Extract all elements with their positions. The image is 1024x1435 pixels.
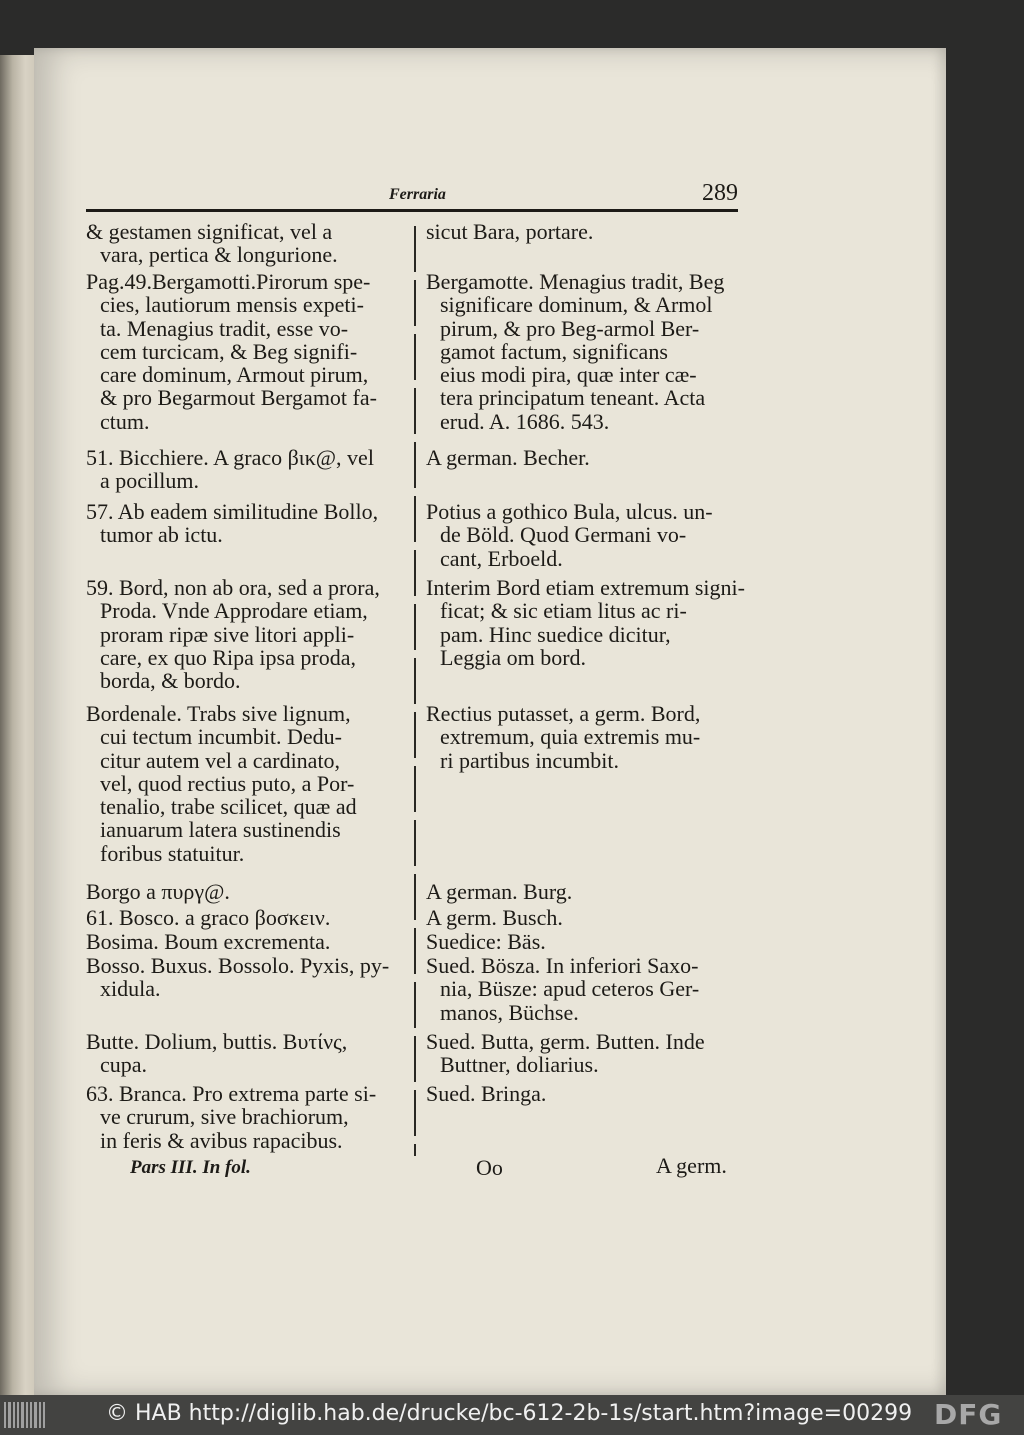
text-line: Proda. Vnde Approdare etiam, xyxy=(100,598,368,624)
text-line: ctum. xyxy=(100,408,150,434)
text-line: Buttner, doliarius. xyxy=(440,1052,599,1078)
text-line: ri partibus incumbit. xyxy=(440,747,620,773)
text-line: 57. Ab eadem similitudine Bollo, xyxy=(86,499,379,524)
text-line: ficat; & sic etiam litus ac ri- xyxy=(440,598,687,624)
text-line: Bosima. Boum excrementa. xyxy=(86,929,331,954)
dfg-logo: DFG xyxy=(934,1398,1003,1431)
text-line: in feris & avibus rapacibus. xyxy=(100,1127,343,1153)
text-line: foribus statuitur. xyxy=(100,840,245,866)
text-line: Borgo a πυργ@. xyxy=(86,879,230,904)
text-line: vara, pertica & longurione. xyxy=(100,242,338,268)
page-number: 289 xyxy=(702,180,738,206)
text-line: citur autem vel a cardinato, xyxy=(100,747,341,773)
text-line: 59. Bord, non ab ora, sed a prora, xyxy=(86,575,380,600)
text-line: cies, lautiorum mensis expeti- xyxy=(100,292,364,318)
signature-label: Pars III. In fol. xyxy=(130,1157,251,1178)
italian-latin-column xyxy=(86,954,416,1001)
text-line: eius modi pira, quæ inter cæ- xyxy=(440,362,697,388)
text-line: Sued. Bringa. xyxy=(426,1081,547,1106)
text-line: a pocillum. xyxy=(100,468,199,494)
italian-latin-column xyxy=(86,446,416,493)
text-line: proram ripæ sive litori appli- xyxy=(100,621,355,647)
page-header xyxy=(34,136,946,226)
text-line: ve crurum, sive brachiorum, xyxy=(100,1104,349,1130)
text-line: borda, & bordo. xyxy=(100,668,241,694)
text-line: cui tectum incumbit. Dedu- xyxy=(100,724,342,750)
germanic-column xyxy=(426,702,756,772)
text-line: Bosso. Buxus. Bossolo. Pyxis, py- xyxy=(86,953,390,978)
text-line: significare dominum, & Armol xyxy=(440,292,713,318)
italian-latin-column xyxy=(86,702,416,865)
italian-latin-column xyxy=(86,880,416,903)
germanic-column xyxy=(426,880,756,903)
text-line: gamot factum, significans xyxy=(440,338,668,364)
italian-latin-column xyxy=(86,270,416,433)
germanic-column xyxy=(426,576,756,669)
italian-latin-column xyxy=(86,930,416,953)
italian-latin-column xyxy=(86,1030,416,1077)
text-line: manos, Büchse. xyxy=(440,999,579,1025)
previous-page-edge xyxy=(0,55,36,1395)
page-footer xyxy=(34,1153,946,1193)
text-line: ta. Menagius tradit, esse vo- xyxy=(100,315,349,341)
text-line: de Böld. Quod Germani vo- xyxy=(440,522,687,548)
text-line: tera principatum teneant. Acta xyxy=(440,385,706,411)
text-line: Bergamotte. Menagius tradit, Beg xyxy=(426,269,725,294)
germanic-column xyxy=(426,500,756,570)
germanic-column xyxy=(426,1030,756,1077)
text-line: Rectius putasset, a germ. Bord, xyxy=(426,701,701,726)
text-line: 63. Branca. Pro extrema parte si- xyxy=(86,1081,377,1106)
barcode-icon xyxy=(4,1402,48,1428)
text-line: cupa. xyxy=(100,1052,148,1078)
germanic-column xyxy=(426,270,756,433)
text-line: care, ex quo Ripa ipsa proda, xyxy=(100,644,356,670)
text-line: Potius a gothico Bula, ulcus. un- xyxy=(426,499,713,524)
text-line: Interim Bord etiam extremum signi- xyxy=(426,575,745,600)
germanic-column xyxy=(426,930,756,953)
text-line: tenalio, trabe scilicet, quæ ad xyxy=(100,794,357,820)
italian-latin-column xyxy=(86,500,416,547)
text-line: 51. Bicchiere. A graco βικ@, vel xyxy=(86,445,374,470)
text-line: nia, Büsze: apud ceteros Ger- xyxy=(440,976,700,1002)
text-line: A german. Burg. xyxy=(426,879,573,904)
italian-latin-column xyxy=(86,220,416,267)
italian-latin-column xyxy=(86,576,416,692)
text-line: vel, quod rectius puto, a Por- xyxy=(100,770,355,796)
text-line: & gestamen significat, vel a xyxy=(86,219,333,244)
text-line: extremum, quia extremis mu- xyxy=(440,724,701,750)
catchword: A germ. xyxy=(656,1153,727,1178)
signature-mark: Oo xyxy=(476,1155,503,1180)
italian-latin-column xyxy=(86,1082,416,1152)
text-line: Butte. Dolium, buttis. Βυτίνς, xyxy=(86,1029,348,1054)
italian-latin-column xyxy=(86,906,416,929)
text-line: erud. A. 1686. 543. xyxy=(440,408,610,434)
text-line: ianuarum latera sustinendis xyxy=(100,817,341,843)
text-line: A german. Becher. xyxy=(426,445,590,470)
text-line: cem turcicam, & Beg signifi- xyxy=(100,338,358,364)
text-line: cant, Erboeld. xyxy=(440,545,563,571)
text-line: care dominum, Armout pirum, xyxy=(100,362,369,388)
book-page xyxy=(34,48,946,1395)
text-line: Suedice: Bäs. xyxy=(426,929,546,954)
text-line: Sued. Bösza. In inferiori Saxo- xyxy=(426,953,699,978)
text-line: A germ. Busch. xyxy=(426,905,563,930)
text-line: xidula. xyxy=(100,976,161,1002)
text-line: pirum, & pro Beg-armol Ber- xyxy=(440,315,700,341)
germanic-column xyxy=(426,954,756,1024)
copyright-link[interactable]: © HAB http://diglib.hab.de/drucke/bc-612-2b-1s/start.htm?image=00299 xyxy=(106,1401,913,1426)
text-line: Sued. Butta, germ. Butten. Inde xyxy=(426,1029,705,1054)
text-line: Pag.49.Bergamotti.Pirorum spe- xyxy=(86,269,371,294)
text-line: Bordenale. Trabs sive lignum, xyxy=(86,701,351,726)
germanic-column xyxy=(426,220,756,243)
germanic-column xyxy=(426,1082,756,1105)
germanic-column xyxy=(426,906,756,929)
text-line: Leggia om bord. xyxy=(440,644,587,670)
text-line: & pro Begarmout Bergamot fa- xyxy=(100,385,377,411)
text-line: sicut Bara, portare. xyxy=(426,219,594,244)
text-line: 61. Bosco. a graco βοσκειν. xyxy=(86,905,331,930)
text-line: pam. Hinc suedice dicitur, xyxy=(440,621,671,647)
text-line: tumor ab ictu. xyxy=(100,522,223,548)
header-rule xyxy=(86,209,738,212)
running-title: Ferraria xyxy=(389,186,446,203)
germanic-column xyxy=(426,446,756,469)
